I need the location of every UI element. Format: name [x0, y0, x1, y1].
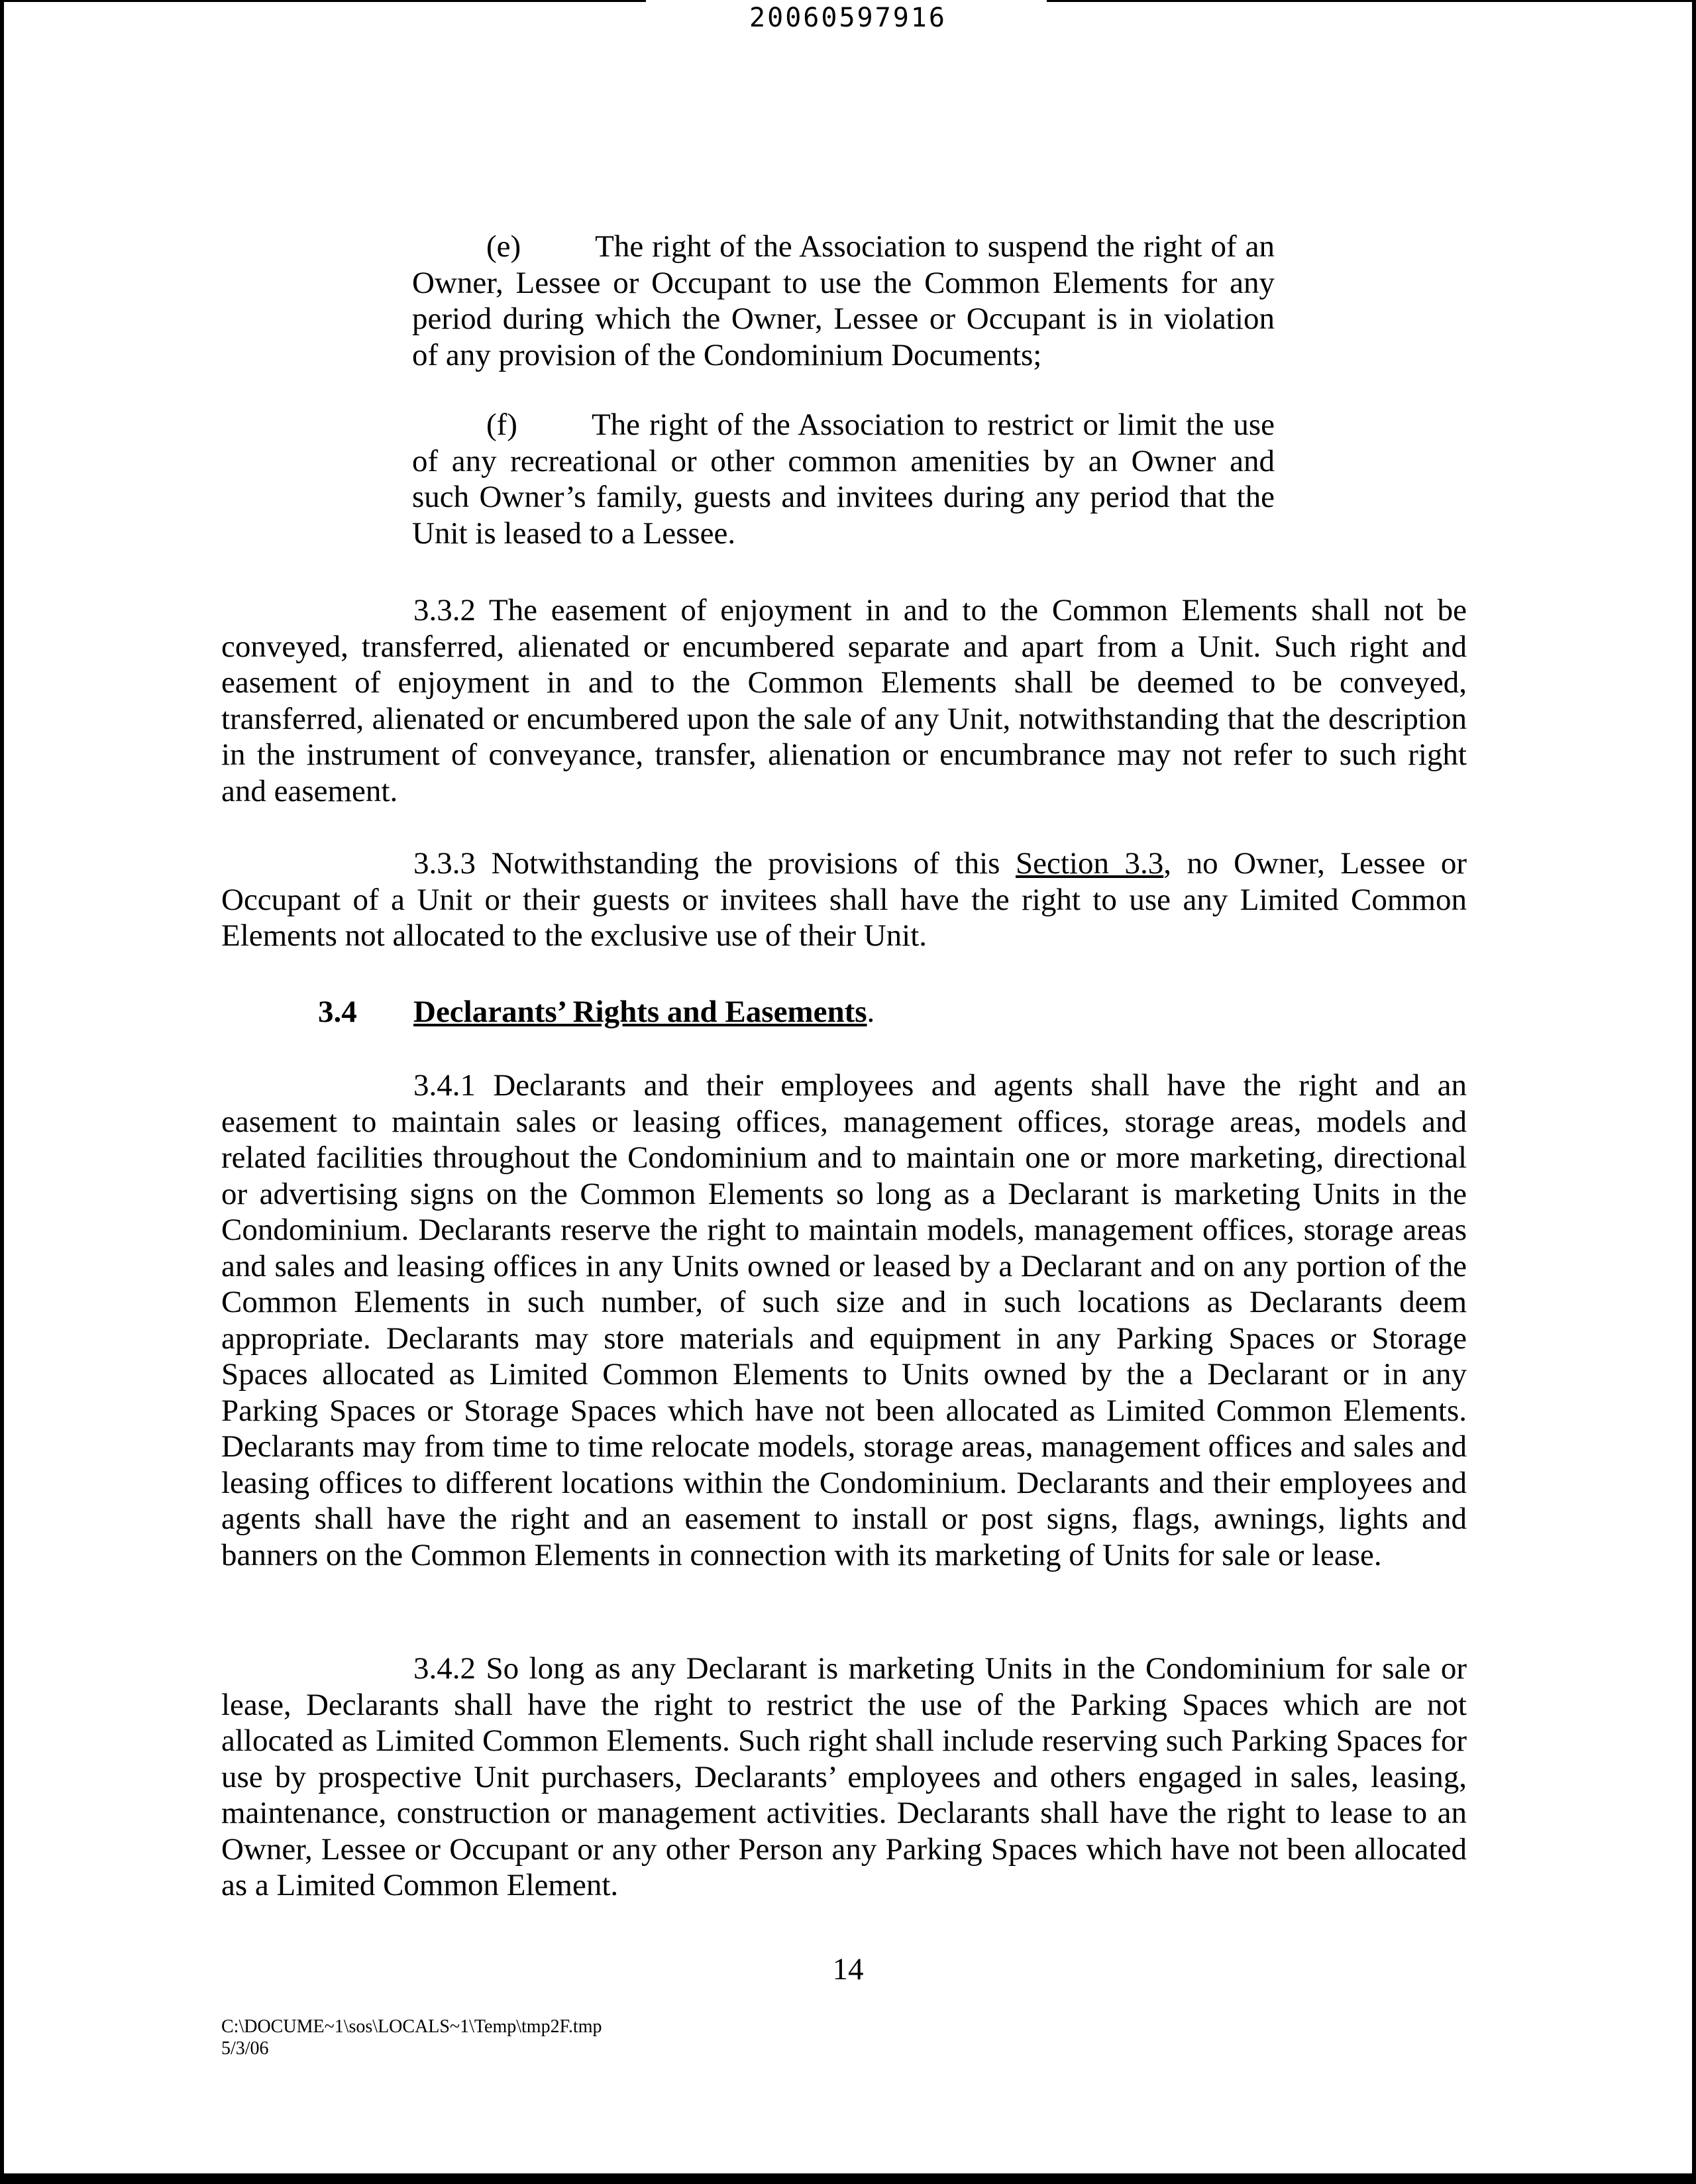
scan-frame-left [0, 0, 4, 2184]
paragraph-e-text: The right of the Association to suspend the right of an Owner, Lessee or Occupant to use the Common Elements for any period during which the Owner, Lessee or Occupant is in violation of any provision of the Condominium Documents; [412, 229, 1275, 372]
scan-frame-top-left [0, 0, 646, 2]
paragraph-e-label: (e) [486, 229, 521, 264]
paragraph-3-4-2-number: 3.4.2 [413, 1651, 476, 1686]
paragraph-3-4-2 [221, 1651, 1467, 1904]
paragraph-3-4-1-text: Declarants and their employees and agents shall have the right and an easement to maintain sales or leasing offices, management offices, storage areas, models and related facilities throughout the Condominium and to maintain one or more marketing, directional or advertising signs on the Common Elements so long as a Declarant is marketing Units in the Condominium. Declarants reserve the right to maintain models, management offices, storage areas and sales and leasing offices in any Units owned or leased by a Declarant and on any portion of the Common Elements in such number, of such size and in such locations as Declarants deem appropriate. Declarants may store materials and equipment in any Parking Spaces or Storage Spaces allocated as Limited Common Elements to Units owned by the a Declarant or in any Parking Spaces or Storage Spaces which have not been allocated as Limited Common Elements. Declarants may from time to time relocate models, storage areas, management offices and sales and leasing offices to different locations within the Condominium. Declarants and their employees and agents shall have the right and an easement to install or post signs, flags, awnings, lights and banners on the Common Elements in connection with its marketing of Units for sale or lease. [221, 1068, 1467, 1572]
section-title-period: . [867, 995, 875, 1029]
footer-date: 5/3/06 [221, 2038, 269, 2059]
page-number: 14 [832, 1952, 864, 1987]
scan-frame-top-right [1047, 0, 1696, 2]
paragraph-f-label: (f) [486, 408, 517, 442]
footer [221, 2016, 602, 2059]
paragraph-3-4-1-number: 3.4.1 [413, 1068, 476, 1103]
paragraph-e [412, 229, 1275, 373]
section-3-4-heading [318, 994, 874, 1030]
paragraph-f-text: The right of the Association to restrict or limit the use of any recreational or other common amenities by an Owner and such Owner’s family, guests and invitees during any period that the Unit is leased to a Lessee. [412, 408, 1275, 551]
scan-frame-right [1692, 0, 1696, 2184]
paragraph-3-4-2-text: So long as any Declarant is marketing Units in the Condominium for sale or lease, Declarants shall have the right to restrict the use of the Parking Spaces which are not allocated as Limited Common Elements. Such right shall include reserving such Parking Spaces for use by prospective Unit purchasers, Declarants’ employees and others engaged in sales, leasing, maintenance, construction or management activities. Declarants shall have the right to lease to an Owner, Lessee or Occupant or any other Person any Parking Spaces which have not been allocated as a Limited Common Element. [221, 1651, 1467, 1902]
paragraph-3-3-3-text-after: , no Owner, Lessee or Occupant of a Unit or their guests or invitees shall have the right to use any Limited Common Elements not allocated to the exclusive use of their Unit. [221, 846, 1467, 953]
paragraph-3-3-3 [221, 846, 1467, 954]
paragraph-3-3-3-number: 3.3.3 [413, 846, 476, 881]
paragraph-3-4-1 [221, 1067, 1467, 1573]
footer-file-path: C:\DOCUME~1\sos\LOCALS~1\Temp\tmp2F.tmp [221, 2016, 602, 2037]
section-title: Declarants’ Rights and Easements [413, 995, 867, 1029]
paragraph-3-3-2-number: 3.3.2 [413, 593, 476, 628]
document-number: 20060597916 [749, 3, 947, 33]
scan-frame-bottom [0, 2173, 1696, 2184]
paragraph-f [412, 407, 1275, 551]
paragraph-3-3-2-text: The easement of enjoyment in and to the Common Elements shall not be conveyed, transferred, alienated or encumbered separate and apart from a Unit. Such right and easement of enjoyment in and to the Common Elements shall be deemed to be conveyed, transferred, alienated or encumbered upon the sale of any Unit, notwithstanding that the description in the instrument of conveyance, transfer, alienation or encumbrance may not refer to such right and easement. [221, 593, 1467, 808]
paragraph-3-3-2 [221, 592, 1467, 809]
section-number: 3.4 [318, 995, 357, 1029]
section-reference-link[interactable]: Section 3.3 [1015, 846, 1164, 881]
paragraph-3-3-3-text-before: Notwithstanding the provisions of this [491, 846, 1016, 881]
